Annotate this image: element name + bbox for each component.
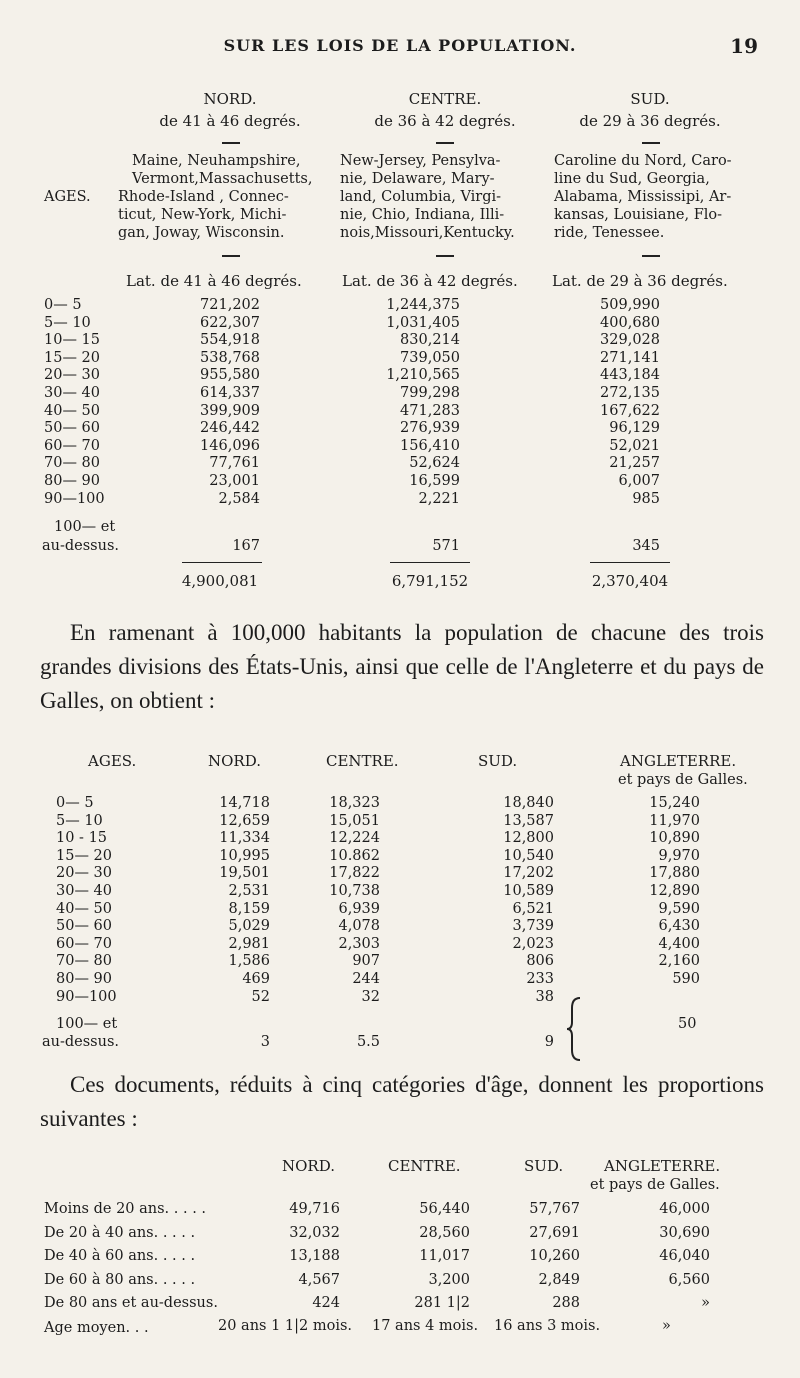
sum-rule [590,562,670,563]
age-moyen-nord: 20 ans 1 1|2 mois. [218,1318,353,1334]
table-cell: 6,939 [338,900,380,917]
table-cell: 721,202 [200,297,260,313]
table-cell: 52,021 [609,437,660,454]
table-cell: 9,590 [658,900,700,917]
table-cell: 907 [352,953,380,970]
age-last-1: 100— et [54,519,116,535]
table-cell: 11,334 [219,830,270,847]
table-cell: 4,567 [298,1271,340,1288]
states-centre-line: nie, Delaware, Mary- [340,171,495,187]
states-centre-line: New-Jersey, Pensylva- [340,153,501,169]
table-cell: 15,240 [649,795,700,811]
table-cell: 12,890 [649,883,700,899]
table-cell: 56,440 [419,1201,470,1217]
table-cell: 167,622 [600,402,660,419]
table-cell: 329,028 [600,332,660,349]
age-range: 15— 20 [56,847,113,864]
t2-header-angleterre: ANGLETERRE. [620,752,737,770]
table-cell: 246,442 [200,420,260,437]
table-cell: 21,257 [609,455,660,472]
table-cell: 96,129 [609,420,660,437]
table-cell: 15,051 [329,812,380,829]
sum-rule [182,562,262,563]
age-range: 20— 30 [44,367,101,384]
table-cell: 281 1|2 [414,1295,470,1311]
paragraph-documents [40,1068,764,1136]
paragraph-documents-text: Ces documents, réduits à cinq catégories d'âge, donnent les proportions suivantes : [40,1072,764,1131]
states-nord-line: Maine, Neuhampshire, [132,153,301,169]
table-cell: 16,599 [409,473,460,489]
table-cell: 30,690 [659,1224,710,1241]
region-sud-degrees: de 29 à 36 degrés. [579,112,721,130]
table-cell: 955,580 [200,367,260,384]
table-cell: 9,970 [658,847,700,864]
states-nord-line: ticut, New-York, Michi- [118,207,287,223]
table-cell: 622,307 [200,314,260,331]
table-cell: 554,918 [200,332,260,349]
paragraph-ramenant [40,616,764,718]
t3-header-galles: et pays de Galles. [590,1177,720,1193]
t3-header-nord: NORD. [282,1157,335,1175]
dash [642,142,660,144]
table-cell: 985 [632,490,660,507]
total-sud: 2,370,404 [591,572,669,590]
age-range: 10— 15 [44,332,101,349]
t2-last-sud: 9 [544,1034,554,1050]
age-range: 60— 70 [56,935,113,952]
table-cell: 4,078 [338,918,380,935]
table-cell: 11,017 [419,1248,470,1264]
table-cell: 10,738 [329,883,380,899]
table-cell: 1,586 [228,953,270,970]
age-range: 15— 20 [44,349,101,366]
table-cell: 271,141 [600,349,660,366]
last-value-centre: 571 [432,538,460,554]
table-cell: 10,540 [503,847,554,864]
table-cell: 509,990 [600,297,660,313]
table-cell: 10,995 [219,847,270,864]
age-range: 90—100 [56,988,117,1005]
table-cell: 2,531 [228,883,270,899]
table-cell: 12,224 [329,830,380,847]
states-sud-line: kansas, Louisiane, Flo- [554,207,723,223]
age-range: 30— 40 [44,385,101,401]
dash [642,255,660,257]
table-cell: 469 [242,971,270,987]
table-cell: 11,970 [649,812,700,829]
table-cell: 244 [352,971,380,987]
age-category-label: De 40 à 60 ans. . . . . [44,1248,196,1264]
states-centre-line: nie, Chio, Indiana, Illi- [340,207,505,223]
table-cell: 443,184 [600,367,660,384]
running-head-title: SUR LES LOIS DE LA POPULATION. [223,36,577,55]
table-cell: 2,981 [228,935,270,952]
table-cell: 49,716 [289,1201,340,1217]
age-category-label: Moins de 20 ans. . . . . [44,1201,207,1217]
table-cell: 77,761 [209,455,260,472]
table-cell: 17,202 [503,865,554,882]
table-cell: 32 [361,988,380,1005]
age-range: 70— 80 [56,953,113,970]
states-centre-line: nois,Missouri,Kentucky. [340,225,515,241]
table-cell: 38 [535,988,554,1005]
page-number: 19 [730,34,758,58]
table-cell: 6,430 [658,918,700,935]
lat-sud: Lat. de 29 à 36 degrés. [552,272,728,290]
paragraph-ramenant-text: En ramenant à 100,000 habitants la population de chacune des trois grandes divisions des États-Unis, ainsi que celle de l'Angleterre et du pays de Galles, on obtient : [40,620,764,713]
table-cell: 272,135 [600,385,660,401]
age-range: 20— 30 [56,865,113,882]
region-nord-name: NORD. [203,90,257,108]
running-head [0,36,800,62]
table-cell: 830,214 [400,332,460,349]
table-cell: 32,032 [289,1224,340,1241]
age-range: 0— 5 [56,795,94,811]
table-cell: 17,880 [649,865,700,882]
age-moyen-angleterre: » [662,1318,671,1334]
age-range: 80— 90 [56,971,113,987]
table-cell: 46,000 [659,1201,710,1217]
table-cell: 1,210,565 [386,367,460,384]
table-cell: 400,680 [600,314,660,331]
table-cell: 146,096 [200,437,260,454]
age-range: 0— 5 [44,297,82,313]
age-range: 30— 40 [56,883,113,899]
region-sud-name: SUD. [630,90,670,108]
table-cell: 538,768 [200,349,260,366]
table-cell: 2,160 [658,953,700,970]
table-cell: 288 [552,1295,580,1311]
t3-header-angleterre: ANGLETERRE. [604,1157,721,1175]
table-cell: 5,029 [228,918,270,935]
table-cell: 276,939 [400,420,460,437]
table-cell: 233 [526,971,554,987]
table-cell: 1,031,405 [386,314,460,331]
table-cell: 52 [251,988,270,1005]
states-nord-line: Vermont,Massachusetts, [132,171,313,187]
states-nord-line: gan, Joway, Wisconsin. [118,225,285,241]
age-last-2: au-dessus. [42,538,120,554]
table-cell: 14,718 [219,795,270,811]
table-cell: 156,410 [400,437,460,454]
table-cell: 12,800 [503,830,554,847]
region-nord-degrees: de 41 à 46 degrés. [159,112,301,130]
t2-age-last-2: au-dessus. [42,1034,120,1050]
table-cell: 13,188 [289,1248,340,1264]
total-centre: 6,791,152 [391,572,469,590]
table-cell: 590 [672,971,700,987]
dash [436,142,454,144]
table-cell: 12,659 [219,812,270,829]
table-cell: 10,890 [649,830,700,847]
table-cell: 806 [526,953,554,970]
states-centre-line: land, Columbia, Virgi- [340,189,502,205]
t2-header-ages: AGES. [88,752,137,770]
table-cell: 614,337 [200,385,260,401]
age-range: 10 - 15 [56,830,108,847]
table-cell: 10.862 [329,847,380,864]
table-cell: 6,007 [618,473,660,489]
table-cell: 52,624 [409,455,460,472]
table-cell: 19,501 [219,865,270,882]
age-moyen-centre: 17 ans 4 mois. [372,1318,479,1334]
table-cell: 57,767 [529,1201,580,1217]
table-cell: 10,589 [503,883,554,899]
table-cell: 739,050 [400,349,460,366]
region-centre-degrees: de 36 à 42 degrés. [374,112,516,130]
lat-centre: Lat. de 36 à 42 degrés. [342,272,518,290]
age-range: 80— 90 [44,473,101,489]
sum-rule [390,562,470,563]
t3-header-sud: SUD. [524,1157,564,1175]
t3-header-centre: CENTRE. [388,1157,461,1175]
ages-label: AGES. [44,189,91,205]
table-cell: 2,023 [512,935,554,952]
t2-brace-value: 50 [678,1016,697,1032]
dash [222,255,240,257]
table-cell: 27,691 [529,1224,580,1241]
age-range: 70— 80 [44,455,101,472]
table-cell: 2,221 [418,490,460,507]
t2-last-nord: 3 [260,1034,270,1050]
age-range: 60— 70 [44,437,101,454]
table-cell: 2,849 [538,1271,580,1288]
age-range: 5— 10 [44,314,91,331]
table-cell: 46,040 [659,1248,710,1264]
last-value-nord: 167 [232,538,260,554]
table-cell: 471,283 [400,402,460,419]
age-category-label: De 80 ans et au-dessus. [44,1295,218,1311]
age-range: 40— 50 [56,900,113,917]
table-cell: 18,323 [329,795,380,811]
table-cell: 17,822 [329,865,380,882]
t2-age-last-1: 100— et [56,1016,118,1032]
t2-header-nord: NORD. [208,752,261,770]
region-centre-name: CENTRE. [408,90,482,108]
age-range: 50— 60 [44,420,101,437]
table-cell: 23,001 [209,473,260,489]
states-nord-line: Rhode-Island , Connec- [118,189,289,205]
table-cell: 799,298 [400,385,460,401]
brace-symbol [566,996,588,1062]
table-cell: 1,244,375 [386,297,460,313]
table-cell: 6,560 [668,1271,710,1288]
states-sud-line: line du Sud, Georgia, [554,171,710,187]
table-cell: 3,200 [428,1271,470,1288]
t2-header-galles: et pays de Galles. [618,772,748,788]
table-cell: 10,260 [529,1248,580,1264]
table-cell: 6,521 [512,900,554,917]
table-cell: 28,560 [419,1224,470,1241]
table-cell: 2,584 [218,490,260,507]
age-category-label: De 60 à 80 ans. . . . . [44,1271,196,1288]
age-range: 5— 10 [56,812,103,829]
t2-header-sud: SUD. [478,752,518,770]
table-cell: » [701,1295,710,1311]
table-cell: 13,587 [503,812,554,829]
age-range: 90—100 [44,490,105,507]
age-moyen-sud: 16 ans 3 mois. [494,1318,601,1334]
t2-last-centre: 5.5 [356,1034,380,1050]
table-cell: 8,159 [228,900,270,917]
table-cell: 3,739 [512,918,554,935]
total-nord: 4,900,081 [181,572,259,590]
table-cell: 424 [312,1295,340,1311]
table-cell: 4,400 [658,935,700,952]
age-moyen-label: Age moyen. . . [44,1320,149,1336]
last-value-sud: 345 [632,538,660,554]
dash [222,142,240,144]
age-category-label: De 20 à 40 ans. . . . . [44,1224,196,1241]
table-cell: 2,303 [338,935,380,952]
dash [436,255,454,257]
states-sud-line: Caroline du Nord, Caro- [554,153,732,169]
states-sud-line: ride, Tenessee. [554,225,665,241]
states-sud-line: Alabama, Mississipi, Ar- [554,189,732,205]
table-cell: 399,909 [200,402,260,419]
age-range: 40— 50 [44,402,101,419]
t2-header-centre: CENTRE. [326,752,399,770]
table-cell: 18,840 [503,795,554,811]
lat-nord: Lat. de 41 à 46 degrés. [126,272,302,290]
age-range: 50— 60 [56,918,113,935]
